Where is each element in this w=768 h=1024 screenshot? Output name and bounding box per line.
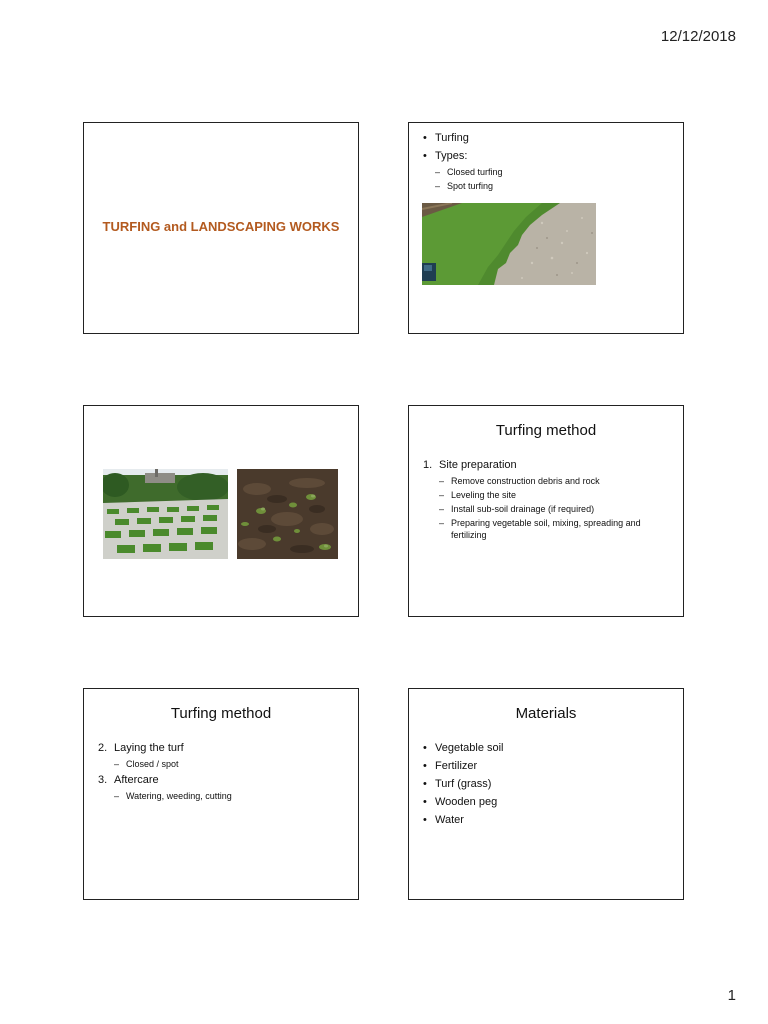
slide-3 — [83, 405, 359, 617]
list-item: • Turfing — [423, 131, 675, 146]
slide-5 — [83, 688, 359, 900]
bullet-list — [423, 131, 675, 195]
sub-list-item: – Closed / spot — [114, 758, 348, 770]
slide-4 — [408, 405, 684, 617]
list-item: • Types: – Closed turfing – Spot turfing — [423, 149, 675, 192]
page-number: 1 — [727, 987, 736, 1004]
slide-title: Turfing method — [495, 422, 597, 439]
list-item: • Fertilizer — [423, 759, 675, 774]
sub-list — [114, 758, 348, 770]
page-date: 12/12/2018 — [660, 28, 736, 45]
spot-turf-grid-photo — [103, 469, 228, 559]
sub-list — [114, 790, 348, 802]
sub-list-item: – Watering, weeding, cutting — [114, 790, 348, 802]
slide-6 — [408, 688, 684, 900]
presentation-title: TURFING and LANDSCAPING WORKS — [102, 219, 340, 234]
sub-list — [435, 166, 675, 192]
list-item: • Vegetable soil — [423, 741, 675, 756]
sub-list-item: – Preparing vegetable soil, mixing, spreading and fertilizing — [439, 517, 673, 541]
list-item: 3. Aftercare – Watering, weeding, cutting — [98, 773, 348, 802]
list-item: • Water — [423, 813, 675, 828]
turf-soil-photo — [237, 469, 338, 559]
sub-list-item: – Closed turfing — [435, 166, 675, 178]
numbered-list — [98, 741, 348, 805]
sub-list-item: – Remove construction debris and rock — [439, 475, 673, 487]
sub-list-item: – Install sub-soil drainage (if required) — [439, 503, 673, 515]
list-item: 2. Laying the turf – Closed / spot — [98, 741, 348, 770]
turf-laying-photo — [422, 203, 596, 285]
sub-list-item: – Spot turfing — [435, 180, 675, 192]
slide-title: Turfing method — [170, 705, 272, 722]
list-item: • Turf (grass) — [423, 777, 675, 792]
slide-2 — [408, 122, 684, 334]
sub-list-item: – Leveling the site — [439, 489, 673, 501]
numbered-list — [423, 458, 673, 544]
slide-title: Materials — [515, 705, 577, 722]
slide-1 — [83, 122, 359, 334]
bullet-list — [423, 741, 675, 831]
list-item: • Wooden peg — [423, 795, 675, 810]
sub-list — [439, 475, 673, 541]
list-item: 1. Site preparation – Remove construction debris and rock – Leveling the site – Install sub-soil drainage (if required) – Preparing vegetable soil, mixing, spreading and fertilizing — [423, 458, 673, 541]
